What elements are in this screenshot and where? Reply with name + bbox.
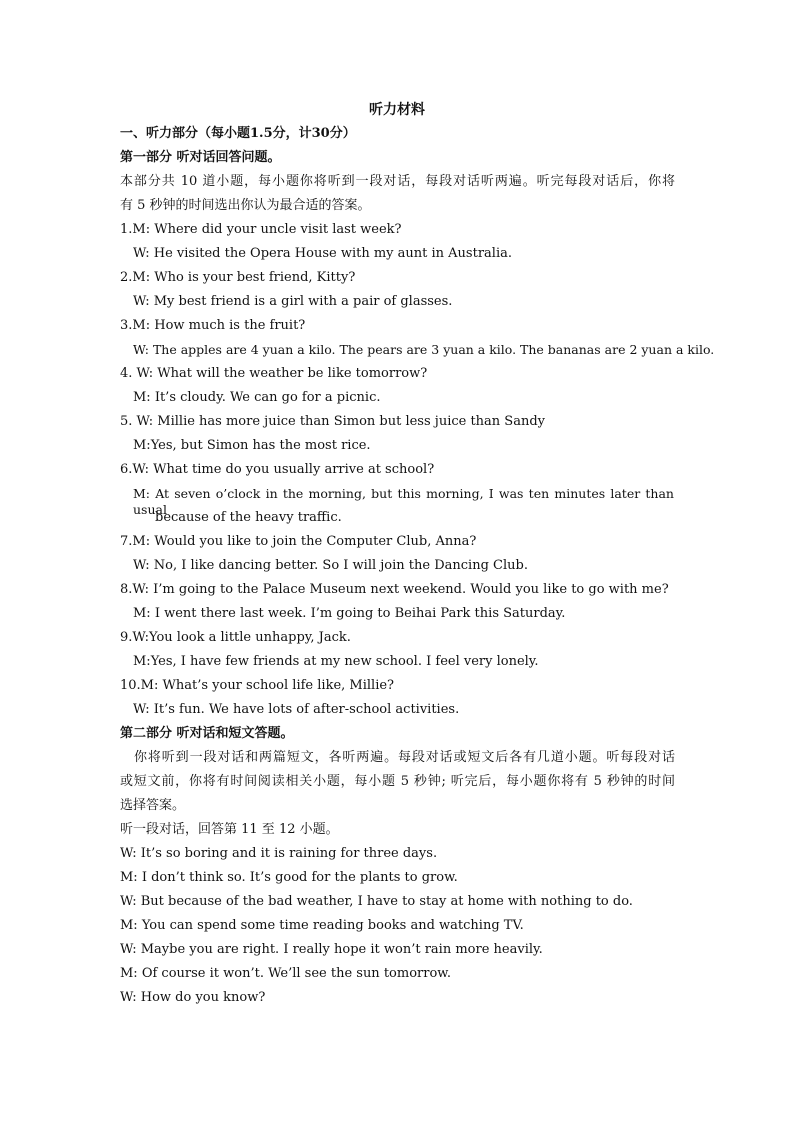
dialog-11-12-heading: 听一段对话，回答第 11 至 12 小题。: [120, 822, 339, 837]
dialog-7-question: 7.M: Would you like to join the Computer Club, Anna?: [120, 534, 477, 549]
dialog-3-answer: W: The apples are 4 yuan a kilo. The pears are 3 yuan a kilo. The bananas are 2 yuan a kilo.: [133, 342, 715, 357]
dialog-line: W: It’s so boring and it is raining for three days.: [120, 846, 438, 861]
dialog-line: M: Of course it won’t. We’ll see the sun tomorrow.: [120, 966, 451, 981]
dialog-line: W: But because of the bad weather, I have to stay at home with nothing to do.: [120, 894, 633, 909]
document-title: 听力材料: [369, 102, 425, 118]
dialog-8-question: 8.W: I’m going to the Palace Museum next weekend. Would you like to go with me?: [120, 582, 669, 597]
dialog-10-answer: W: It’s fun. We have lots of after-school activities.: [133, 702, 460, 717]
dialog-line: W: How do you know?: [120, 990, 266, 1005]
dialog-7-answer: W: No, I like dancing better. So I will join the Dancing Club.: [133, 558, 528, 573]
part1-intro-line2: 有 5 秒钟的时间选出你认为最合适的答案。: [120, 198, 371, 213]
dialog-9-question: 9.W:You look a little unhappy, Jack.: [120, 630, 351, 645]
part2-intro-line2: 或短文前，你将有时间阅读相关小题，每小题 5 秒钟; 听完后，每小题你将有 5 秒钟的时间: [120, 774, 675, 789]
dialog-2-question: 2.M: Who is your best friend, Kitty?: [120, 270, 356, 285]
dialog-line: M: You can spend some time reading books and watching TV.: [120, 918, 524, 933]
dialog-3-question: 3.M: How much is the fruit?: [120, 318, 306, 333]
dialog-10-question: 10.M: What’s your school life like, Millie?: [120, 678, 395, 693]
part1-intro-line1: 本部分共 10 道小题，每小题你将听到一段对话，每段对话听两遍。听完每段对话后，你将: [120, 174, 675, 189]
dialog-4-answer: M: It’s cloudy. We can go for a picnic.: [133, 390, 381, 405]
part2-heading: 第二部分 听对话和短文答题。: [120, 726, 294, 741]
dialog-6-answer: M: At seven o’clock in the morning, but this morning, I was ten minutes later than usual: [133, 486, 674, 517]
section-heading: 一、听力部分（每小题1.5分，计30分）: [120, 126, 356, 141]
dialog-line: M: I don’t think so. It’s good for the plants to grow.: [120, 870, 458, 885]
dialog-8-answer: M: I went there last week. I’m going to Beihai Park this Saturday.: [133, 606, 566, 621]
dialog-2-answer: W: My best friend is a girl with a pair of glasses.: [133, 294, 453, 309]
part1-heading: 第一部分 听对话回答问题。: [120, 150, 281, 165]
dialog-5-question: 5. W: Millie has more juice than Simon but less juice than Sandy: [120, 414, 546, 429]
part2-intro-line1: 你将听到一段对话和两篇短文，各听两遍。每段对话或短文后各有几道小题。听每段对话: [134, 750, 675, 765]
dialog-5-answer: M:Yes, but Simon has the most rice.: [133, 438, 371, 453]
dialog-6-answer-cont: because of the heavy traffic.: [155, 510, 342, 525]
dialog-line: W: Maybe you are right. I really hope it won’t rain more heavily.: [120, 942, 543, 957]
dialog-4-question: 4. W: What will the weather be like tomorrow?: [120, 366, 428, 381]
dialog-1-question: 1.M: Where did your uncle visit last week?: [120, 222, 402, 237]
dialog-6-question: 6.W: What time do you usually arrive at school?: [120, 462, 435, 477]
dialog-1-answer: W: He visited the Opera House with my aunt in Australia.: [133, 246, 512, 261]
dialog-9-answer: M:Yes, I have few friends at my new school. I feel very lonely.: [133, 654, 539, 669]
part2-intro-line3: 选择答案。: [120, 798, 186, 813]
